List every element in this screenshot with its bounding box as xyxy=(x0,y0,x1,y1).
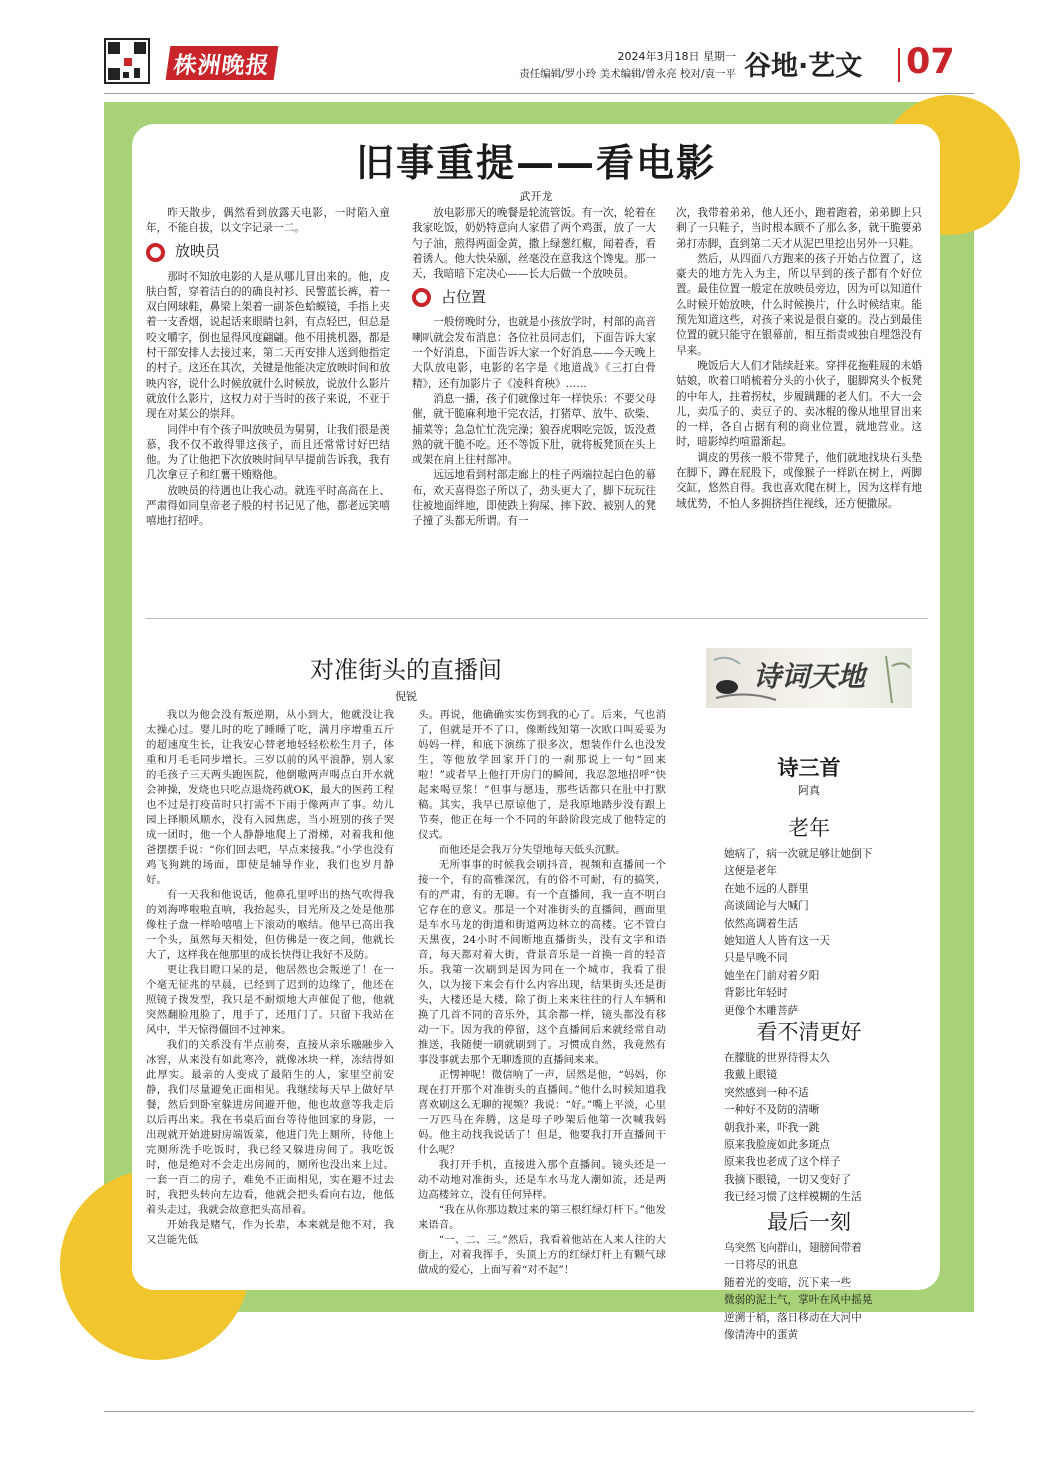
poem2-title: 看不清更好 xyxy=(756,1020,862,1044)
poem-line: 这便是老年 xyxy=(724,865,777,878)
paragraph: 消息一播，孩子们就像过年一样快乐：不要父母催，就干脆麻利地干完农活，打猪草、放牛、砍柴、捕菜等；急急忙忙洗完澡；狼吞虎咽吃完饭，饭没煮熟的就干脆不吃。还不等饭下肚，就将板凳顶在头上或架在肩上往村部冲。 xyxy=(412,392,656,467)
header-rule xyxy=(104,93,974,94)
paragraph: “我在从你那边数过来的第三根红绿灯杆下。”他发来语音。 xyxy=(418,1204,666,1231)
paragraph: 有一天我和他说话，他鼻孔里呼出的热气吹得我的刘海哗啦啦直响，我抬起头，目光所及之处是他那像柱子盘一样哈嘻嘻上下滚动的喉结。他早已高出我一个头，虽然每天相处，但仿佛是一夜之间，他就长大了，这样我在他那里的成长快得让我好不及防。 xyxy=(146,889,394,961)
paragraph: 我以为他会没有叛逆期，从小到大，他就没让我太操心过。婴儿时的吃了睡睡了吃，满月序增重五斤的超速度生长，让我安心替老地轻轻松松生月子，体重和月毛毛同步增长。三岁以前的风平浪静，别人家的毛孩子三天两头跑医院，他倒嗷两声喝点白开水就会神操，发烧也只吃点退烧药就OK，最大的医药工程也不过是打疫苗时只打需不下雨于像两声了事。幼儿园上择顺风顺水，没有入园焦虑，当小班别的孩子哭成一团时，他一个人静静地爬上了滑梯，对着我和他爸摆摆手说：“你们回去吧，早点来接我。”小学也没有鸡飞狗跳的场面，即使是辅导作业，我们也岁月静好。 xyxy=(146,709,394,886)
poem-line: 突然感到一种不适 xyxy=(724,1086,809,1099)
poem-line: 背影比年轻时 xyxy=(724,987,788,1000)
qr-code-icon xyxy=(104,38,150,84)
poem-line: 她知道人人皆有这一天 xyxy=(724,935,830,948)
newspaper-logo: 株洲晚报 xyxy=(166,46,279,80)
article1-column-3 xyxy=(676,206,922,512)
paragraph: 放映员的待遇也让我心动。就连平时高高在上、严肃得如同皇帝老子般的村书记见了他，都老远笑嘻嘻地打招呼。 xyxy=(146,484,390,528)
section-separator xyxy=(146,618,928,619)
article1-title: 旧事重提——看电影 xyxy=(355,141,716,185)
poem-line: 一日将尽的讯息 xyxy=(724,1259,799,1272)
paragraph: 次，我带着弟弟，他人还小，跑着跑着，弟弟脚上只剩了一只鞋子，当时根本顾不了那么多，就干脆要弟弟打赤脚，直到第二天才从泥巴里挖出另外一只鞋。 xyxy=(676,207,922,250)
article2-author: 倪锐 xyxy=(395,690,417,703)
poem2-lines xyxy=(724,1050,914,1207)
section-name: 谷地·艺文 xyxy=(744,51,863,82)
poem-line: 在朦胧的世界待得太久 xyxy=(724,1052,830,1064)
ring-bullet-icon xyxy=(412,288,431,307)
poem-line: 原来我脸庞如此多斑点 xyxy=(724,1139,830,1152)
poem-line: 朝我扑来，吓我一跳 xyxy=(724,1121,820,1134)
poem1-title: 老年 xyxy=(788,816,830,840)
poem3-lines xyxy=(724,1240,914,1344)
poem-line: 她坐在门前对着夕阳 xyxy=(724,969,820,982)
poems-main-title: 诗三首 xyxy=(777,756,841,780)
paragraph: 正愣神呢！微信响了一声，居然是他，“妈妈，你现在打开那个对准街头的直播间。”他什么时候知道我喜欢刷这么无聊的视频？我说：“好。”嘴上平淡，心里一万匹马在奔腾，这是母子吵架后他第一次喊我妈妈。他主动找我说话了！但是，他要我打开直播间干什么呢？ xyxy=(418,1069,666,1156)
paragraph: 放电影那天的晚餐是轮流管饭。有一次，轮着在我家吃饭，奶奶特意向人家借了两个鸡蛋，放了一大勺子油，煎得两面金黄，撒上绿葱红椒，闻着香，看着诱人。他大快朵颐，丝毫没在意我这个馋鬼。那一天，我暗暗下定决心——长大后做一个放映员。 xyxy=(412,207,656,281)
article1-column-2 xyxy=(412,206,656,530)
paragraph: 开始我是赌气，作为长辈，本来就是他不对，我又岂能先低 xyxy=(146,1219,394,1246)
poems-author: 阿真 xyxy=(798,784,820,797)
poem-line: 像清涛中的蛋黄 xyxy=(724,1329,799,1342)
poem-line: 依然高调着生活 xyxy=(724,917,799,930)
poem-line: 逆溯于梢，落日移动在大河中 xyxy=(724,1311,862,1324)
article2-column-2 xyxy=(418,708,666,1278)
paragraph: 无所事事的时候我会刷抖音，视频和直播间一个接一个，有的高雅深沉，有的俗不可耐，有的搞笑，有的严肃，有的无聊。有一个直播间，我一直不明白它存在的意义。那是一个对准街头的直播间，画面里是车水马龙的街道和街道两边林立的高楼。它不管白天黑夜，24小时不间断地直播街头，没有文字和语音，每天都对着大街，背景音乐是一首换一首的轻音乐。我第一次刷到是因为同在一个城市，我看了很久，以为接下来会有什么内容出现，结果街头还是街头，大楼还是大楼，除了街上来来往往的行人车辆和换了几首不同的音乐外，其余都一样，镜头都没有移动一下。因为我的停留，这个直播间后来就经常自动推送，我随便一刷就刷到了。习惯成自然，我竟然有事没事就去那个无聊透顶的直播间来来。 xyxy=(418,859,666,1066)
article1-author: 武开龙 xyxy=(519,190,553,203)
article2-column-1 xyxy=(146,708,394,1248)
paragraph: 头。再说，他确确实实伤到我的心了。后来，气也消了，但就是开不了口，像断线知第一次欧口叫妥妥为妈妈一样，和底下演练了很多次，想装作什么也没发生，等他放学回家开门的一刹那说上一句“回来啦！”或者早上他打开房门的瞬间，我忍忽地招呼“快起来喝豆浆！”但事与愿违，那些话都只在肚中打默稿。其实，我早已原谅他了，是我原地踏步没有跟上节奏，他正在每一个不同的年龄阶段完成了他特定的仪式。 xyxy=(418,709,666,841)
issue-date: 2024年3月18日 星期一 xyxy=(617,50,736,63)
poem-line: 只是早晚不同 xyxy=(724,952,788,965)
ring-bullet-icon xyxy=(146,243,165,262)
poem-line: 我戴上眼镜 xyxy=(724,1069,777,1082)
poem-line: 一种好不及防的清晰 xyxy=(724,1104,820,1117)
paragraph: 一般傍晚时分，也就是小孩放学时，村部的高音喇叭就会发布消息：各位社员同志们，下面告诉大家一个好消息，下面告诉大家一个好消息——今天晚上大队放电影，电影的名字是《地道战》《三打白骨精》，还有加影片子《凌科育秧》…… xyxy=(412,316,656,390)
poetry-section-title: 诗词天地 xyxy=(752,660,865,693)
poem-line: 高谈阔论与大喊门 xyxy=(724,900,809,913)
poem-line: 我摘下眼镜，一切又变好了 xyxy=(724,1173,852,1186)
footer-rule xyxy=(104,1411,974,1412)
paragraph: 更让我目瞪口呆的是，他居然也会叛逆了！在一个毫无征兆的早晨，已经到了迟到的边缘了，他还在照镜子拨发型，我只是不耐烦地大声催促了他，他就突然翻脸甩脸了，甩手了，还甩门了。只留下我站在风中，半天惊得僵回不过神来。 xyxy=(146,964,394,1036)
poem-line: 随着光的变暗，沉下来一些 xyxy=(724,1276,852,1289)
poem3-title: 最后一刻 xyxy=(767,1210,851,1234)
poem-line: 原来我也老成了这个样子 xyxy=(724,1156,841,1169)
paragraph: 而他还是会我万分失望地每天低头沉默。 xyxy=(438,844,626,856)
paragraph: 调皮的男孩一般不带凳子，他们就地找块石头垫在脚下，蹲在屁股下，或像猴子一样趴在树上，两脚交缸，悠然自得。我也喜欢爬在树上，因为这样有地域优势，不怕人多拥挤挡住视线，还方便撒尿。 xyxy=(676,451,922,510)
paragraph: 同伴中有个孩子叫放映员为舅舅，让我们很是羡慕，我不仅不敢得罪这孩子，而且还常常讨好巴结他。为了让他把下次放映时间早早提前告诉我，我有几次拿豆子和红薯干贿赂他。 xyxy=(146,423,390,482)
article1-intro: 昨天散步，偶然看到放露天电影，一时陷入童年，不能自拔，以文字记录一二。 xyxy=(146,207,390,235)
paragraph: “一、二、三。”然后，我看着他站在人来人往的大街上，对着我挥手，头顶上方的红绿灯杆上有颗气球做成的爱心，上面写着“对不起”！ xyxy=(418,1234,666,1276)
poem-line: 我已经习惯了这样模糊的生活 xyxy=(724,1191,862,1204)
page-number: 07 xyxy=(906,42,955,82)
poem-line: 她病了，病一次就足够让她倒下 xyxy=(724,848,873,860)
article2-title: 对准街头的直播间 xyxy=(310,656,502,684)
paragraph: 那时不知放电影的人是从哪儿冒出来的。他，皮肤白皙，穿着洁白的的确良衬衫、民警蓝长裤，着一双白网球鞋，鼻梁上架着一副茶色蛤蟆镜，手指上夹着一支香烟，说起话来眼睛乜斜，有点轻巴，但总是咬文嚼字，倒也显得风度翩翩。他不用挑机器，都是村干部安排人去接过来，第二天再安排人送到他指定的村子。这还在其次，关键是他能决定放映时间和放映内容，说什么时候放就什么时候放，说放什么影片就放什么影片，这权力对于当时的孩子来说，不亚于现在对某公的崇拜。 xyxy=(146,270,390,421)
paragraph: 然后，从四面八方跑来的孩子开始占位置了，这豪夫的地方先入为主，所以早到的孩子都有个好位置。最佳位置一般定在放映员旁边，因为可以知道什么时候开始放映，什么时候换片，什么时候结束。能预先知道这些，对孩子来说是很自豪的。没占到最佳位置的就只能守在银幕前，相互指责或独自埋怨没有早来。 xyxy=(676,252,922,357)
article1-column-1 xyxy=(146,206,390,530)
paragraph: 远远地看到村部走廊上的柱子两端拉起白色的幕布，欢天喜得恣子所以了，劲头更大了，脚下玩玩往往被地面绊地，即使跌上狗屎、摔下跤、被别人的凳子撞了头都无所谓。有一 xyxy=(412,469,656,528)
editor-credits: 责任编辑/罗小玲 美术编辑/曾永亮 校对/袁一平 xyxy=(519,68,736,80)
poem-line: 微弱的泥土气，掌叶在风中摇晃 xyxy=(724,1294,873,1307)
poem-line: 更像个木雕菩萨 xyxy=(724,1004,799,1017)
paragraph: 晚饭后大人们才陆续赶来。穿拌花拖鞋屐的未婚姑娘，吹着口哨梳着分头的小伙子，腿脚窝头个板凳的中年人，拄着拐杖，步履蹒跚的老人们。不大一会儿，卖瓜子的、卖豆子的、卖冰棍的像从地里冒出来的一样，各自占据有利的商业位置，就地营业。这时，暗影绰约喧嚣渐起。 xyxy=(676,359,922,449)
poem1-lines xyxy=(724,846,914,1020)
poem-line: 乌突然飞向群山，翅膀间带着 xyxy=(724,1242,862,1254)
paragraph: 我们的关系没有半点前奏，直接从亲乐融融步入冰窖，从来没有如此寒冷，就像冰块一样，冻结得如此厚实。最亲的人变成了最陌生的人，家里空前安静，我们尽量避免正面相见。我继续每天早上做好早餐，然后到卧室躲进房间避开他，他也故意等我走后以后再出来。我在书桌后面台等待他回家的身影，一出现就开始进厨房端饭菜，他进门先上厕所，待他上完厕所洗手吃饭时，我已经又躲进房间了。我吃饭时，他是绝对不会走出房间的，厕所也没出来上过。一套一百二的房子，难免不正面相见，实在避不过去时，我把头转向左边看，他就会把头看向右边，他低着头走过，我就会故意把头高昂着。 xyxy=(146,1039,394,1216)
poem-line: 在她不远的人群里 xyxy=(724,882,809,895)
subheading-projectionist: 放映员 xyxy=(146,243,390,262)
paragraph: 我打开手机，直接进入那个直播间。镜头还是一动不动地对准街头，还是车水马龙人潮如流，还是两边高楼耸立，没有任何异样。 xyxy=(418,1159,666,1201)
header-divider xyxy=(898,48,900,82)
subheading-seat: 占位置 xyxy=(412,288,656,307)
